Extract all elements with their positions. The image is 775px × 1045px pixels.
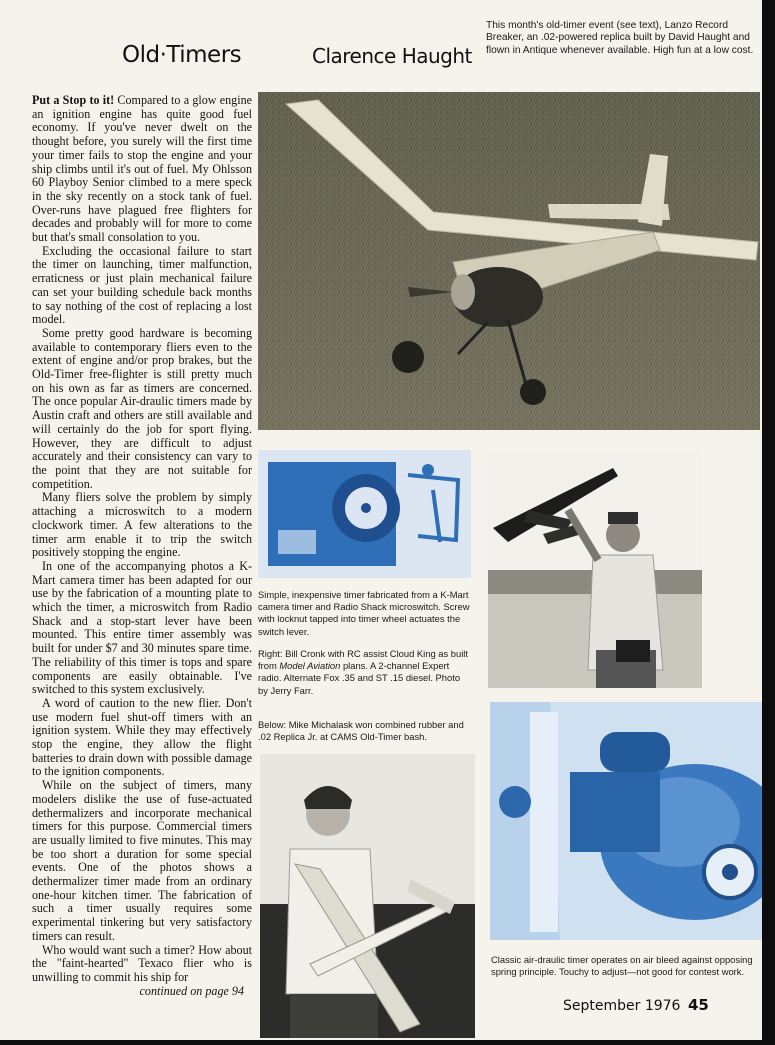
paragraph-1-text: Compared to a glow engine an ignition engine has quite good fuel economy. If you've never dwelt on the thought before, you surely will the first time your timer fails to stop the engine and your ship climbs until it's out of fuel. My Ohlsson 60 Playboy Senior climbed to a mere speck in the sky recently on a stock tank of fuel. Over-runs have plagued free flighters for decades and probably will for more to come but that's small consolation to you.: [32, 93, 252, 245]
air-draulic-timer-photo: [490, 702, 762, 940]
paragraph-8: Who would want such a timer? How about the "faint-hearted" Texaco flier who is unwilling to commit his ship for: [32, 942, 252, 984]
lanzo-record-breaker-photo: [258, 92, 760, 430]
k-mart-timer-photo: [258, 450, 471, 578]
paragraph-1: [32, 94, 252, 245]
column-title: Old·Timers: [122, 42, 242, 68]
page-number: 45: [688, 996, 709, 1014]
air-draulic-caption: Classic air-draulic timer operates on air bleed against opposing spring principle. Touchy to adjust—not good for contest work.: [491, 954, 753, 978]
page-edge-shadow: [762, 0, 775, 1045]
cronk-photo-caption: [258, 648, 470, 697]
paragraph-7: While on the subject of timers, many modelers dislike the use of fuse-actuated dethermalizers and incorporate mechanical timers for this purpose. Commercial timers are usually limited to five minutes. This may be too short a duration for some special events. One of the photos shows a dethermalizer timer made from an ordinary one-hour kitchen timer. The fabrication of such a timer usually requires some experimental tinkering but very satisfactory timers can result.: [32, 778, 252, 943]
article-body: [32, 94, 252, 998]
paragraph-2: Excluding the occasional failure to start the timer on launching, timer malfunction, erraticness or just plain mechanical failure can set your building schedule back months to say nothing of the cost of replacing a lost model.: [32, 243, 252, 327]
engine-timer-illustration: [490, 702, 762, 940]
cronk-caption-a: Right: Bill Cronk with RC assist Cloud King as built from: [258, 648, 468, 672]
page-bottom-shadow: [0, 1040, 775, 1045]
paragraph-5: In one of the accompanying photos a K-Mart camera timer has been adapted for our use by the fabrication of a mounting plate to which the timer, a microswitch from Radio Shack and a stop-start lever have been mounted. This entire timer assembly was built for under $7 and 30 minutes spare time. The reliability of this timer is tops and spare components are easily obtainable. I've switched to this system exclusively.: [32, 558, 252, 697]
paragraph-3: Some pretty good hardware is becoming available to contemporary fliers even to the extent of engine and/or prop brakes, but the Old-Timer free-flighter is still pretty much on his own as far as timers are concerned. The once popular Air-draulic timers made by Austin craft and others are still available and will certainly do the job for sport flying. However, they are difficult to adjust accurately and their consistency can vary to the point that they are not suitable for competition.: [32, 325, 252, 491]
continued-note: continued on page 94: [139, 983, 244, 998]
timer-mechanism-illustration: [258, 450, 471, 578]
man-with-model-illustration: [488, 450, 702, 688]
lead-in-heading: Put a Stop to it!: [32, 93, 115, 107]
model-airplane-illustration: [258, 92, 760, 430]
issue-date: September 1976: [563, 998, 681, 1014]
boy-with-model-illustration: [260, 754, 475, 1038]
top-photo-caption: This month's old-timer event (see text), Lanzo Record Breaker, an .02-powered replica built by David Haught and flown in Antique whenever available. High fun at a low cost.: [486, 20, 754, 56]
michalask-photo-caption: Below: Mike Michalask won combined rubber and .02 Replica Jr. at CAMS Old-Timer bash.: [258, 719, 464, 743]
bill-cronk-photo: [488, 450, 702, 688]
paragraph-6: A word of caution to the new flier. Don't use modern fuel shut-off timers with an ignition system. While they may effectively stop the engine, they allow the flight batteries to drain down with possible damage to the ignition components.: [32, 695, 252, 779]
cronk-caption-italic: Model Aviation: [279, 660, 341, 672]
paragraph-4: Many fliers solve the problem by simply attaching a microswitch to a modern clockwork timer. A few alterations to the timer arm enable it to trip the switch positively stopping the engine.: [32, 490, 252, 560]
cronk-caption-b: plans. A 2-channel Expert radio. Alternate Fox .35 and ST .15 diesel. Photo by Jerry Farr.: [258, 660, 461, 696]
mike-michalask-photo: [260, 754, 475, 1038]
author-name: Clarence Haught: [312, 44, 472, 68]
timer-photo-caption: Simple, inexpensive timer fabricated from a K-Mart camera timer and Radio Shack microswitch. Screw with locknut tapped into timer wheel actuates the switch lever.: [258, 589, 470, 637]
